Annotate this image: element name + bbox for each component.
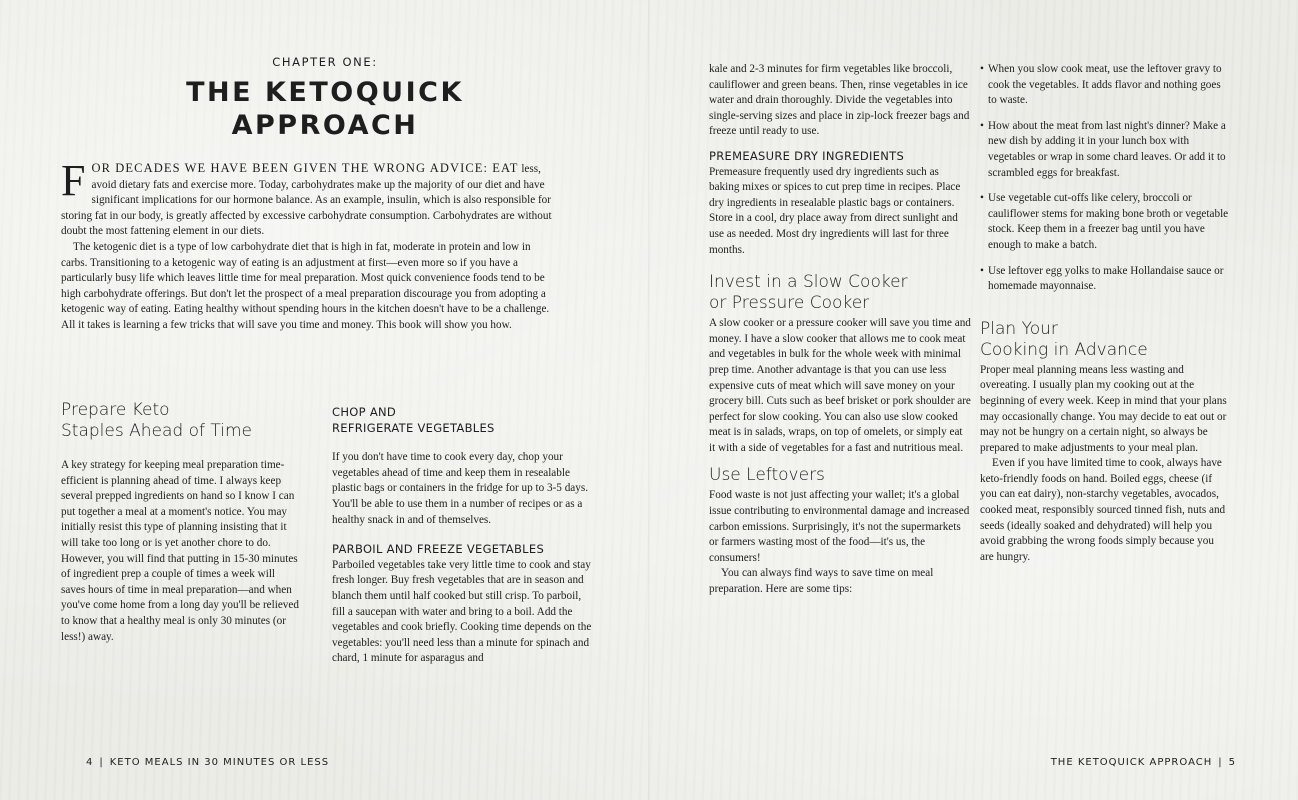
tip-text: When you slow cook meat, use the leftover gravy to cook the vegetables. It adds flavor and nothing goes to waste.: [988, 63, 1222, 107]
parboil-continued-body: kale and 2-3 minutes for firm vegetables like broccoli, cauliflower and green beans. Then, rinse vegetables in ice water and drain thoroughly. Divide the vegetables into single-serving sizes and place in zip-lock freezer bags and freeze until ready to use.: [709, 63, 970, 138]
footer-separator: |: [1218, 757, 1223, 768]
section-heading-plan-cooking: [980, 319, 1230, 361]
prepare-keto-body: A key strategy for keeping meal preparation time-efficient is planning ahead of time. I always keep several prepped ingredients on hand so I know I can put together a meal at a moment's notice. You may initially resist this type of planning insisting that it will take too long or is yet another chore to do. However, you will find that putting in 15-30 minutes of ingredient prep a couple of times a week will saves hours of time in meal preparation—and when you've come home from a long day you'll be relieved to know that a healthy meal is only 30 minutes (or less!) away.: [61, 459, 299, 643]
column-4: [980, 62, 1230, 565]
bullet-icon: •: [980, 63, 984, 75]
page-number-left: 4: [86, 757, 94, 768]
tip-item: [980, 119, 1230, 181]
chapter-label: CHAPTER ONE:: [272, 55, 378, 69]
bullet-icon: •: [980, 264, 984, 277]
chop-refrigerate-body: If you don't have time to cook every day, chop your vegetables ahead of time and keep them in resealable plastic bags or containers in the fridge for up to 3-5 days. You'll be able to use them in a number of recipes or as a healthy snack in and of themselves.: [332, 451, 589, 526]
subheading-chop-refrigerate: [332, 405, 594, 436]
column-1: [61, 400, 301, 645]
page-number-right: 5: [1228, 757, 1236, 768]
heading-line: Staples Ahead of Time: [61, 421, 252, 441]
intro-paragraph-1-text: less, avoid dietary fats and exercise more. Today, carbohydrates make up the majority of our diet and have significant implications for our hormone balance. As an example, insulin, which is also responsible for storing fat in our body, is greatly affected by excessive carbohydrate consumption. Carbohydrates are without doubt the most fattening element in our diets.: [61, 163, 552, 238]
footer-left: [86, 757, 329, 768]
tip-item: [980, 264, 1230, 295]
book-title-footer: KETO MEALS IN 30 MINUTES OR LESS: [109, 757, 330, 768]
chapter-title: [160, 76, 490, 142]
tip-text: How about the meat from last night's dinner? Make a new dish by adding it in your lunch box with vegetables or wrap in some chard leaves. Or add it to scrambled eggs for breakfast.: [988, 119, 1226, 179]
heading-line: Invest in a Slow Cooker: [709, 272, 908, 293]
leftovers-body-1: Food waste is not just affecting your wallet; it's a global issue contributing to environmental damage and increased carbon emissions. Surprisingly, it's not the supermarkets or farmers wasting most of the food—it's us, the consumers!: [709, 489, 970, 564]
footer-right: [1051, 757, 1236, 768]
bullet-icon: •: [980, 119, 984, 132]
heading-line: Plan Your: [980, 318, 1058, 339]
footer-separator: |: [99, 757, 104, 768]
intro-lead-caps: OR DECADES WE HAVE BEEN GIVEN THE WRONG ADVICE: EAT: [91, 161, 519, 175]
bullet-icon: •: [980, 192, 984, 205]
section-heading-prepare-keto: [61, 400, 301, 442]
page-spine: [648, 0, 650, 800]
heading-line: or Pressure Cooker: [709, 293, 870, 314]
intro-paragraph-2: The ketogenic diet is a type of low carbohydrate diet that is high in fat, moderate in protein and low in carbs. Transitioning to a ketogenic way of eating is an adjustment at first—even more so if you have a particularly busy life which leaves little time for meal preparation. Most quick convenience foods tend to be high carbohydrate offerings. But don't let the prospect of a meal preparation discourage you from adopting a ketogenic way of eating. Eating healthy without spending hours in the kitchen doesn't have to be a challenge. All it takes is learning a few tricks that will save you time and money. This book will show you how.: [61, 240, 550, 331]
intro-section: [61, 156, 557, 334]
chapter-title-footer: THE KETOQUICK APPROACH: [1050, 757, 1213, 768]
slow-cooker-body: A slow cooker or a pressure cooker will save you time and money. I have a slow cooker that allows me to cook meat and vegetables in bulk for the whole week with minimal prep time. Another advantage is that you can use less expensive cuts of meat which will save money on your grocery bill. Cuts such as beef brisket or pork shoulder are perfect for slow cooking. You can also use slow cooked meat is in salads, wraps, on top of omelets, or simply eat it with a side of vegetables for a fast and nutritious meal.: [709, 317, 971, 454]
leftovers-body-2: You can always find ways to save time on meal preparation. Here are some tips:: [709, 567, 934, 596]
subheading-line: REFRIGERATE VEGETABLES: [332, 420, 495, 435]
section-heading-slow-cooker: [709, 272, 971, 314]
intro-paragraph-1: [61, 156, 557, 240]
tip-text: Use leftover egg yolks to make Hollandaise sauce or homemade mayonnaise.: [988, 264, 1224, 293]
heading-line: Prepare Keto: [61, 400, 170, 420]
column-2: [332, 405, 594, 667]
column-3: [709, 62, 971, 598]
plan-cooking-body-2: Even if you have limited time to cook, always have keto-friendly foods on hand. Boiled eggs, cheese (if you can eat dairy), non-starchy vegetables, avocados, cooked meat, responsibly sourced tinned fish, nuts and seeds (ideally soaked and dehydrated) will help you avoid grabbing the wrong foods simply because you are hungry.: [980, 457, 1226, 563]
heading-line: Cooking in Advance: [980, 339, 1148, 360]
plan-cooking-body-1: Proper meal planning means less wasting and overeating. I usually plan my cooking out at the beginning of every week. Keep in mind that your plans may occasionally change. You may decide to eat out or may not be hungry on a certain night, so always be prepared to make adjustments to your meal plan.: [980, 363, 1227, 454]
chapter-title-line-1: THE KETOQUICK: [186, 77, 464, 108]
tip-item: [980, 62, 1230, 109]
tip-item: [980, 191, 1230, 253]
premeasure-body: Premeasure frequently used dry ingredients such as baking mixes or spices to cut prep time in recipes. Place dry ingredients in resealable plastic bags or containers. Store in a cool, dry place away from direct sunlight and use as needed. Most dry ingredients will last for three months.: [709, 165, 961, 256]
chapter-title-line-2: APPROACH: [231, 110, 419, 141]
parboil-freeze-body: Parboiled vegetables take very little time to cook and stay fresh longer. Buy fresh vegetables that are in season and blanch them until half cooked but still crisp. To parboil, fill a saucepan with water and bring to a boil. Add the vegetables and cook briefly. Cooking time depends on the vegetables: you'll need less than a minute for spinach and chard, 1 minute for asparagus and: [332, 558, 592, 665]
subheading-parboil-freeze: PARBOIL AND FREEZE VEGETABLES: [332, 542, 545, 557]
subheading-line: CHOP AND: [332, 405, 397, 419]
section-heading-leftovers: Use Leftovers: [709, 465, 825, 486]
tip-text: Use vegetable cut-offs like celery, broccoli or cauliflower stems for making bone broth or vegetable stock. Keep them in a freezer bag until you have enough to make a batch.: [988, 192, 1229, 251]
drop-cap: F: [61, 156, 86, 205]
subheading-premeasure: PREMEASURE DRY INGREDIENTS: [709, 148, 905, 163]
